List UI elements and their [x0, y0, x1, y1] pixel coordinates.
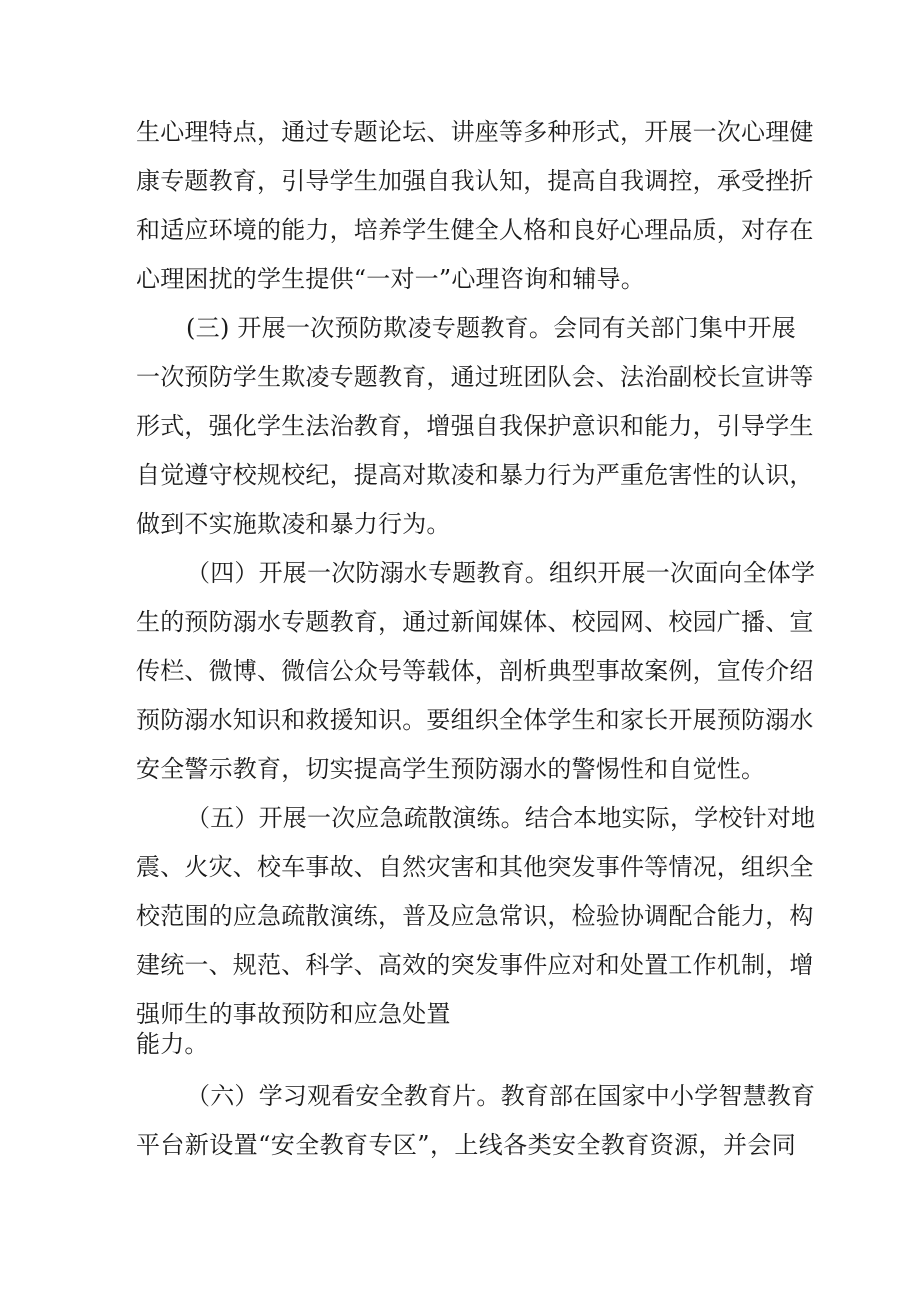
text-line: 强师生的事故预防和应急处置: [136, 1000, 451, 1028]
text-line: 形式，强化学生法治教育，增强自我保护意识和能力，引导学生: [136, 412, 814, 440]
text-line: 平台新设置“安全教育专区”，上线各类安全教育资源，并会同: [136, 1131, 796, 1159]
text-line: 震、火灾、校车事故、自然灾害和其他突发事件等情况，组织全: [136, 853, 814, 881]
text-line: 能力。: [136, 1030, 209, 1058]
text-line: 预防溺水知识和救援知识。要组织全体学生和家长开展预防溺水: [136, 706, 814, 734]
text-line: 心理困扰的学生提供“一对一”心理咨询和辅导。: [136, 265, 645, 293]
section-heading-line: （五）开展一次应急疏散演练。结合本地实际，学校针对地: [186, 804, 816, 832]
text-line: 康专题教育，引导学生加强自我认知，提高自我调控，承受挫折: [136, 167, 814, 195]
text-line: 建统一、规范、科学、高效的突发事件应对和处置工作机制，增: [136, 951, 814, 979]
text-line: 自觉遵守校规校纪，提高对欺凌和暴力行为严重危害性的认识，: [136, 461, 814, 489]
text-line: 传栏、微博、微信公众号等载体，剖析典型事故案例，宣传介绍: [136, 657, 814, 685]
section-heading-line: （六）学习观看安全教育片。教育部在国家中小学智慧教育: [186, 1082, 816, 1110]
text-line: 校范围的应急疏散演练，普及应急常识，检验协调配合能力，构: [136, 902, 814, 930]
text-line: 生的预防溺水专题教育，通过新闻媒体、校园网、校园广播、宣: [136, 608, 814, 636]
text-line: 一次预防学生欺凌专题教育，通过班团队会、法治副校长宣讲等: [136, 363, 814, 391]
text-line: 和适应环境的能力，培养学生健全人格和良好心理品质，对存在: [136, 216, 814, 244]
text-line: 做到不实施欺凌和暴力行为。: [136, 510, 451, 538]
section-heading-line: （四）开展一次防溺水专题教育。组织开展一次面向全体学: [186, 559, 816, 587]
text-line: 生心理特点，通过专题论坛、讲座等多种形式，开展一次心理健: [136, 118, 814, 146]
text-line: 安全警示教育，切实提高学生预防溺水的警惕性和自觉性。: [136, 755, 766, 783]
section-heading-line: (三) 开展一次预防欺凌专题教育。会同有关部门集中开展: [186, 314, 796, 342]
